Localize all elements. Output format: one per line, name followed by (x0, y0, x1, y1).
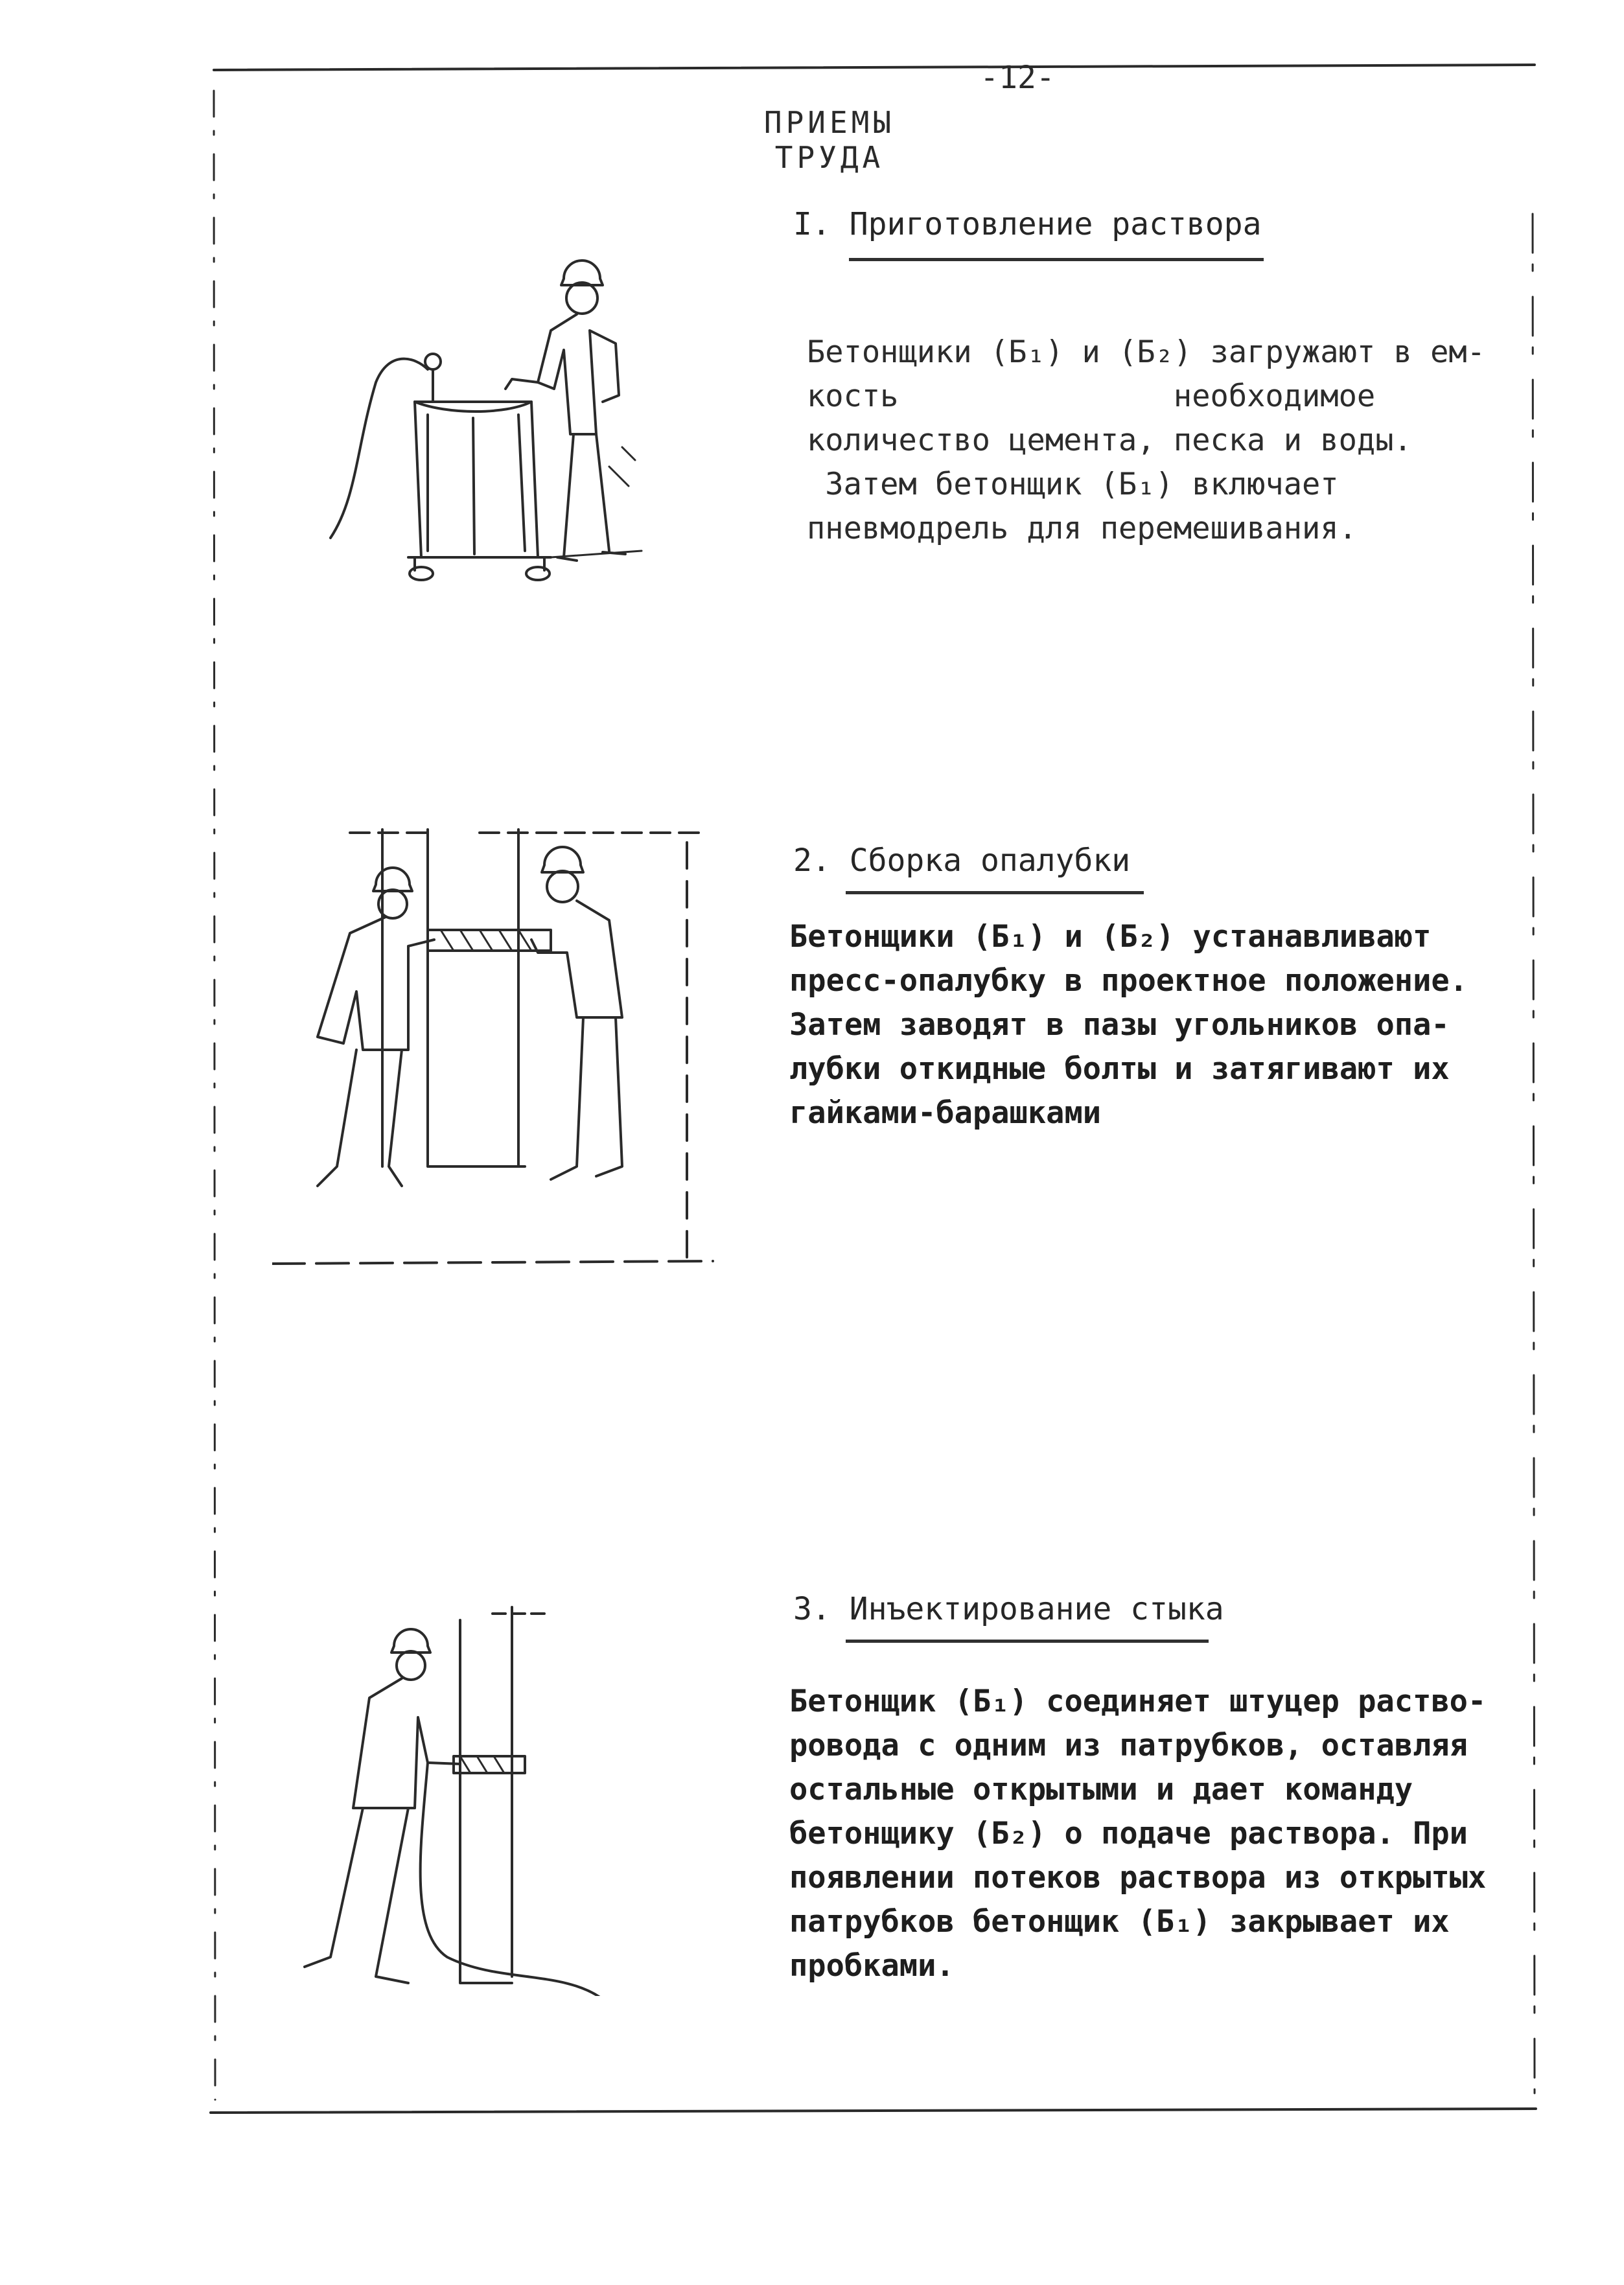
page-title: ПРИЕМЫ ТРУДА (763, 105, 896, 175)
section-2-heading: 2. Сборка опалубки (793, 842, 1131, 879)
section-1-text: Бетонщики (Б₁) и (Б₂) загружают в ем- кость необходимое количество цемента, песка и воды. Затем бетонщик (Б₁) включает пневмодрель для перемешивания. (807, 334, 1485, 546)
section-3-heading: 3. Инъектирование стыка (793, 1591, 1224, 1627)
formwork-assembly-illustration (272, 823, 726, 1277)
section-3-underline (846, 1640, 1209, 1643)
section-1-heading: I. Приготовление раствора (793, 206, 1262, 242)
section-2-underline (846, 891, 1144, 894)
right-border-line (1533, 214, 1535, 2093)
section-2-text: Бетонщики (Б₁) и (Б₂) устанавливают пресс-опалубку в проектное положение. Затем заводят в пазы угольников опа- лубки откидные болты и затягивают их гайками-барашками (789, 919, 1468, 1131)
left-border-line (214, 91, 215, 2100)
section-3-text: Бетонщик (Б₁) соединяет штуцер раство- ровода с одним из патрубков, оставляя остальные открытыми и дает команду бетонщику (Б₂) о подаче раствора. При появлении потеков раствора из открытых патрубков бетонщик (Б₁) закрывает их пробками. (789, 1684, 1487, 1984)
mixing-worker-illustration (318, 253, 680, 590)
top-border-line (214, 65, 1535, 70)
bottom-border-line (211, 2109, 1536, 2113)
joint-injection-illustration (292, 1594, 655, 1996)
page-number: -12- (980, 60, 1055, 96)
section-1-underline (849, 258, 1264, 261)
